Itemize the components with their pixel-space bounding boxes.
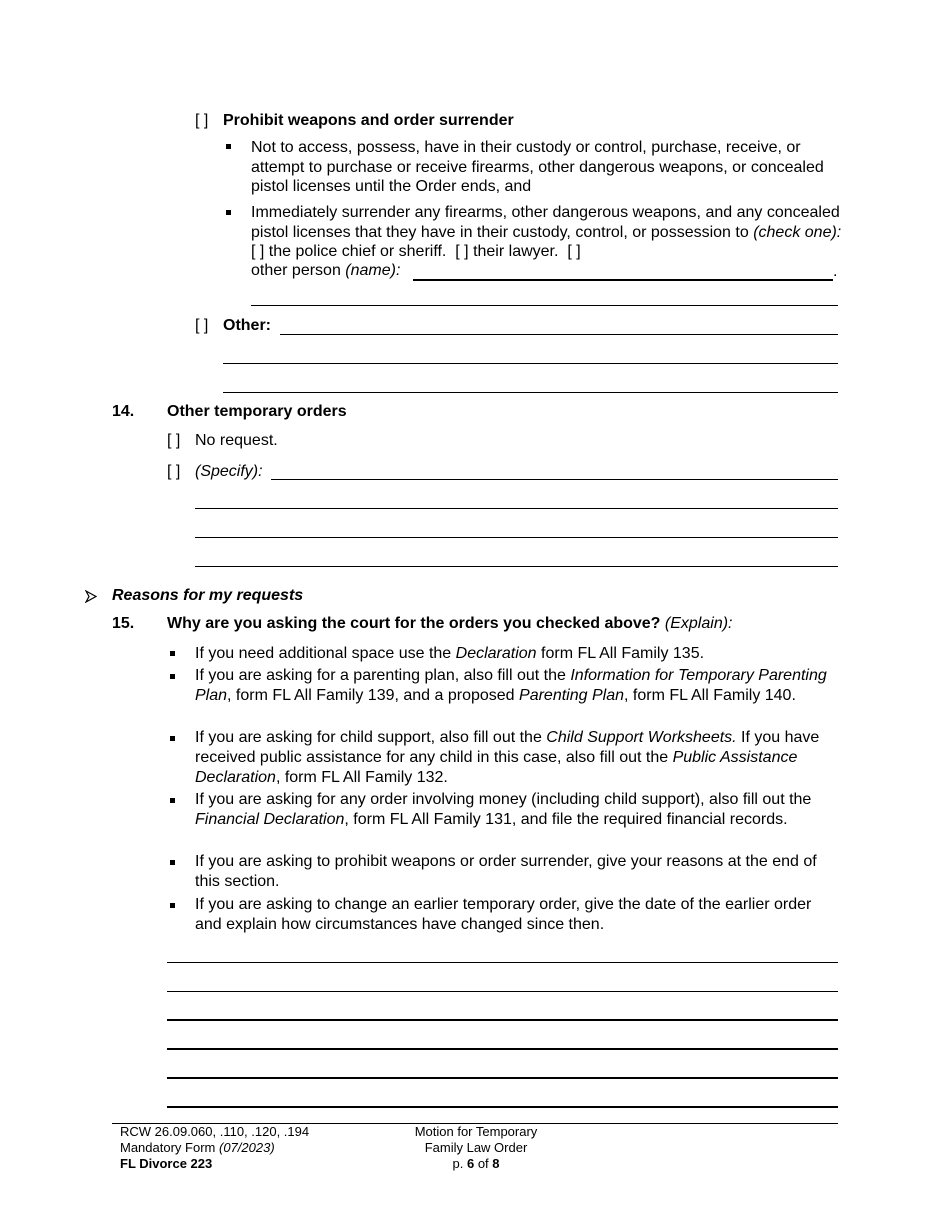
other-line-1[interactable] (280, 334, 838, 335)
explain-line-4[interactable] (167, 1048, 838, 1050)
section-15-question: Why are you asking the court for the orders you checked above? (167, 615, 661, 632)
weapons-checkbox[interactable]: [ ] (195, 112, 209, 129)
bullet-2-lead: Immediately surrender any firearms, other dangerous weapons, and any concealed pistol licenses that they have in their custody, control, or possession to (251, 204, 840, 241)
instruction-5: If you are asking to prohibit weapons or order surrender, give your reasons at the end of this section. (195, 853, 817, 890)
footer-form-id: FL Divorce 223 (120, 1156, 213, 1171)
instruction-3: If you are asking for child support, also fill out the Child Support Worksheets. If you have received public assistance for any child in this case, also fill out the Public Assistance Declaration, form FL All Family 132. (195, 729, 820, 786)
bullet-icon (226, 144, 231, 149)
footer-page: p. 6 of 8 (452, 1156, 500, 1171)
specify-line-2[interactable] (195, 508, 838, 509)
other-person-text: other person (251, 262, 341, 279)
instruction-2: If you are asking for a parenting plan, also fill out the Information for Temporary Parenting Plan, form FL All Family 139, and a proposed Parenting Plan, form FL All Family 140. (195, 667, 827, 704)
explain-line-1[interactable] (167, 962, 838, 963)
bullet-icon (170, 736, 175, 741)
name-label: (name): (345, 262, 401, 279)
check-one-label: (check one): (753, 223, 842, 241)
other-line-3[interactable] (223, 392, 838, 393)
footer-left (120, 1124, 309, 1172)
footer-title-2: Family Law Order (424, 1140, 528, 1155)
explain-label: (Explain): (664, 615, 733, 632)
other-line-2[interactable] (223, 363, 838, 364)
other-checkbox[interactable]: [ ] (195, 317, 209, 334)
section-15-title (167, 615, 732, 633)
weapons-bullet-1: Not to access, possess, have in their custody or control, purchase, receive, or attempt to purchase or receive firearms, other dangerous weapons, or concealed pistol licenses until the Order ends, and (251, 139, 824, 195)
weapons-heading: Prohibit weapons and order surrender (223, 112, 514, 129)
reasons-heading: Reasons for my requests (112, 587, 304, 604)
period: . (833, 263, 838, 280)
explain-line-6[interactable] (167, 1106, 838, 1108)
police-checkbox[interactable]: [ ] (251, 243, 265, 260)
other-person-label (251, 262, 400, 280)
lawyer-option-label: their lawyer. (473, 243, 559, 260)
no-request-checkbox[interactable]: [ ] (167, 432, 181, 449)
bullet-icon (170, 903, 175, 908)
section-14-number: 14. (112, 403, 135, 420)
explain-line-3[interactable] (167, 1019, 838, 1021)
footer-rcw: RCW 26.09.060, .110, .120, .194 (120, 1124, 310, 1139)
write-line[interactable] (251, 305, 838, 306)
instruction-6: If you are asking to change an earlier temporary order, give the date of the earlier order and explain how circumstances have changed since then. (195, 896, 812, 933)
section-14-title: Other temporary orders (167, 403, 347, 420)
explain-line-2[interactable] (167, 991, 838, 992)
section-15-number: 15. (112, 615, 135, 632)
specify-label: (Specify): (195, 463, 263, 480)
specify-line-1[interactable] (271, 479, 838, 480)
other-person-name-line[interactable] (413, 279, 833, 281)
footer-title-1: Motion for Temporary (414, 1124, 538, 1139)
specify-line-4[interactable] (195, 566, 838, 567)
specify-line-3[interactable] (195, 537, 838, 538)
instruction-4: If you are asking for any order involving money (including child support), also fill out the Financial Declaration, form FL All Family 131, and file the required financial records. (195, 791, 812, 828)
other-label: Other: (223, 317, 271, 334)
footer-center (396, 1124, 556, 1172)
bullet-icon (170, 798, 175, 803)
footer-mandatory: Mandatory Form (07/2023) (120, 1140, 275, 1155)
weapons-bullet-2 (251, 203, 851, 262)
police-option-label: the police chief or sheriff. (268, 243, 447, 260)
instruction-1: If you need additional space use the Declaration form FL All Family 135. (195, 645, 705, 662)
bullet-icon (226, 210, 231, 215)
no-request-label: No request. (195, 432, 278, 449)
explain-line-5[interactable] (167, 1077, 838, 1079)
specify-checkbox[interactable]: [ ] (167, 463, 181, 480)
bullet-icon (170, 860, 175, 865)
arrow-bullet-icon (85, 590, 97, 603)
bullet-icon (170, 674, 175, 679)
lawyer-checkbox[interactable]: [ ] (455, 243, 469, 260)
other-person-checkbox[interactable]: [ ] (567, 243, 581, 260)
bullet-icon (170, 651, 175, 656)
